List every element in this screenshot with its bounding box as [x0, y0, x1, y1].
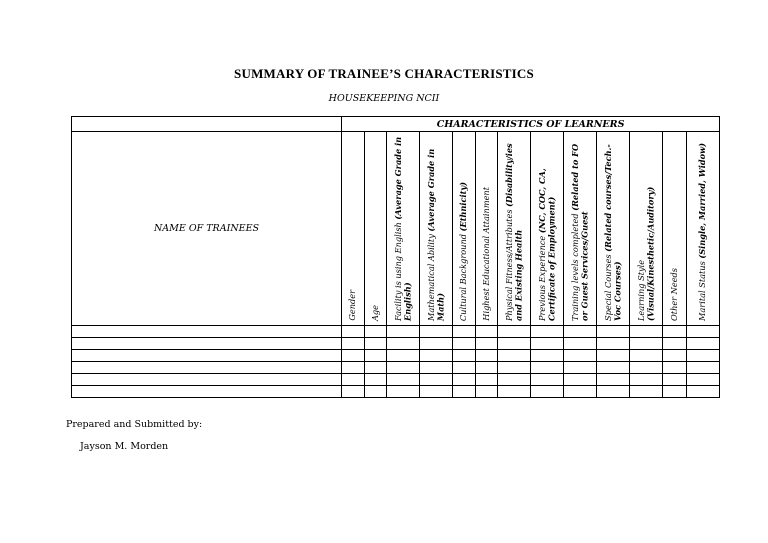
table-cell[interactable]	[687, 386, 720, 398]
table-cell[interactable]	[531, 386, 564, 398]
document-subtitle: HOUSEKEEPING NCII	[328, 93, 440, 104]
table-cell[interactable]	[531, 374, 564, 386]
column-header-text	[505, 132, 524, 325]
column-label: Training levels completed	[569, 210, 580, 321]
column-header-text	[571, 132, 590, 325]
column-detail: (Related courses/Tech.-Voc Courses)	[602, 144, 622, 321]
column-detail: (Related to FO or Guest Services/Guest	[569, 143, 589, 321]
column-header-text	[482, 183, 492, 325]
column-header	[453, 132, 476, 326]
column-header-text	[637, 132, 656, 325]
column-label: Mathematical Ability	[425, 231, 436, 321]
table-cell[interactable]	[687, 374, 720, 386]
table-cell[interactable]	[420, 362, 453, 374]
table-cell[interactable]	[597, 326, 630, 338]
table-row	[72, 326, 720, 338]
table-cell[interactable]	[663, 362, 687, 374]
table-cell[interactable]	[365, 350, 387, 362]
group-caption: CHARACTERISTICS OF LEARNERS	[342, 117, 720, 132]
column-label: Marital Status	[697, 258, 708, 321]
column-header	[531, 132, 564, 326]
table-cell[interactable]	[72, 386, 342, 398]
table-cell[interactable]	[498, 362, 531, 374]
column-header	[365, 132, 387, 326]
table-cell[interactable]	[687, 350, 720, 362]
table-cell[interactable]	[476, 362, 498, 374]
table-cell[interactable]	[498, 326, 531, 338]
prepared-by-label: Prepared and Submitted by:	[66, 419, 203, 430]
column-detail: (Single, Married, Widow)	[697, 143, 708, 259]
column-label: Other Needs	[668, 268, 679, 321]
table-cell[interactable]	[476, 374, 498, 386]
column-header	[630, 132, 663, 326]
table-cell[interactable]	[387, 386, 420, 398]
table-cell[interactable]	[420, 374, 453, 386]
table-cell[interactable]	[498, 350, 531, 362]
characteristics-table	[71, 116, 720, 398]
table-cell[interactable]	[453, 326, 476, 338]
table-cell[interactable]	[564, 350, 597, 362]
column-header-text	[459, 178, 469, 325]
table-cell[interactable]	[72, 362, 342, 374]
table-cell[interactable]	[597, 374, 630, 386]
column-header	[342, 132, 365, 326]
table-cell[interactable]	[531, 326, 564, 338]
table-cell[interactable]	[476, 326, 498, 338]
table-cell[interactable]	[342, 386, 365, 398]
table-cell[interactable]	[564, 338, 597, 350]
table-cell[interactable]	[365, 374, 387, 386]
column-detail: (Visual/Kinesthetic/Auditory)	[645, 186, 655, 321]
signer-name: Jayson M. Morden	[80, 441, 169, 452]
column-header-text	[538, 132, 557, 325]
column-label: Previous Experience	[536, 233, 547, 321]
column-header	[564, 132, 597, 326]
table-cell[interactable]	[420, 386, 453, 398]
column-header-text	[698, 139, 708, 325]
column-label: Facility is using English	[392, 219, 403, 321]
table-cell[interactable]	[342, 374, 365, 386]
table-cell[interactable]	[687, 326, 720, 338]
table-cell[interactable]	[597, 350, 630, 362]
column-header-text	[394, 132, 413, 325]
table-cell[interactable]	[72, 374, 342, 386]
table-cell[interactable]	[663, 350, 687, 362]
table-cell[interactable]	[531, 362, 564, 374]
table-cell[interactable]	[630, 326, 663, 338]
table-row	[72, 362, 720, 374]
caption-blank-cell	[72, 117, 342, 132]
table-cell[interactable]	[72, 338, 342, 350]
table-cell[interactable]	[564, 374, 597, 386]
column-header	[687, 132, 720, 326]
column-header-text	[371, 301, 381, 325]
table-cell[interactable]	[453, 362, 476, 374]
table-cell[interactable]	[687, 338, 720, 350]
table-cell[interactable]	[342, 350, 365, 362]
column-header-text	[427, 132, 446, 325]
table-cell[interactable]	[453, 338, 476, 350]
column-label: Cultural Background	[458, 231, 469, 321]
table-cell[interactable]	[630, 338, 663, 350]
column-label: Highest Educational Attainment	[480, 187, 491, 321]
table-cell[interactable]	[663, 326, 687, 338]
column-header	[663, 132, 687, 326]
table-cell[interactable]	[630, 362, 663, 374]
column-header	[476, 132, 498, 326]
column-label: Age	[369, 305, 380, 321]
table-cell[interactable]	[387, 350, 420, 362]
table-cell[interactable]	[365, 338, 387, 350]
table-cell[interactable]	[663, 386, 687, 398]
table-row	[72, 374, 720, 386]
table-row	[72, 386, 720, 398]
column-detail: (Average Grade in English)	[392, 136, 412, 321]
column-detail: (Disability/ies and Existing Health	[503, 143, 523, 321]
table-cell[interactable]	[387, 374, 420, 386]
table-cell[interactable]	[365, 326, 387, 338]
table-cell[interactable]	[453, 386, 476, 398]
table-cell[interactable]	[476, 350, 498, 362]
table-cell[interactable]	[687, 362, 720, 374]
table-cell[interactable]	[663, 338, 687, 350]
table-cell[interactable]	[531, 350, 564, 362]
table-cell[interactable]	[630, 386, 663, 398]
table-cell[interactable]	[564, 386, 597, 398]
column-header-text	[670, 264, 680, 325]
name-of-trainees-header: NAME OF TRAINEES	[72, 132, 342, 326]
column-header	[387, 132, 420, 326]
table-cell[interactable]	[476, 386, 498, 398]
table-row	[72, 338, 720, 350]
column-label: Physical Fitness/Attributes	[503, 206, 514, 321]
column-label: Learning Style	[635, 259, 646, 321]
table-cell[interactable]	[387, 326, 420, 338]
column-header-text	[348, 286, 358, 325]
table-cell[interactable]	[498, 338, 531, 350]
table-cell[interactable]	[342, 362, 365, 374]
table-cell[interactable]	[453, 374, 476, 386]
table-cell[interactable]	[476, 338, 498, 350]
table-cell[interactable]	[72, 326, 342, 338]
table-cell[interactable]	[420, 338, 453, 350]
table-cell[interactable]	[564, 362, 597, 374]
table-cell[interactable]	[498, 386, 531, 398]
table-cell[interactable]	[597, 362, 630, 374]
column-header	[498, 132, 531, 326]
table-cell[interactable]	[663, 374, 687, 386]
column-label: Special Courses	[602, 251, 613, 321]
table-cell[interactable]	[597, 386, 630, 398]
table-cell[interactable]	[564, 326, 597, 338]
column-header	[420, 132, 453, 326]
table-cell[interactable]	[387, 338, 420, 350]
table-cell[interactable]	[630, 350, 663, 362]
column-header	[597, 132, 630, 326]
document-title: SUMMARY OF TRAINEE’S CHARACTERISTICS	[234, 66, 534, 81]
table-row	[72, 350, 720, 362]
table-cell[interactable]	[342, 326, 365, 338]
table-cell[interactable]	[630, 374, 663, 386]
table-cell[interactable]	[342, 338, 365, 350]
column-label: Gender	[347, 290, 358, 321]
table-cell[interactable]	[420, 326, 453, 338]
table-cell[interactable]	[531, 338, 564, 350]
table-cell[interactable]	[365, 386, 387, 398]
column-header-text	[604, 132, 623, 325]
table-cell[interactable]	[453, 350, 476, 362]
table-cell[interactable]	[597, 338, 630, 350]
table-cell[interactable]	[420, 350, 453, 362]
table-cell[interactable]	[387, 362, 420, 374]
column-detail: (Average Grade in Math)	[425, 148, 445, 321]
column-detail: (NC, COC, CA, Certificate of Employment)	[536, 168, 556, 321]
table-cell[interactable]	[72, 350, 342, 362]
table-cell[interactable]	[365, 362, 387, 374]
column-detail: (Ethnicity)	[458, 181, 469, 232]
table-cell[interactable]	[498, 374, 531, 386]
